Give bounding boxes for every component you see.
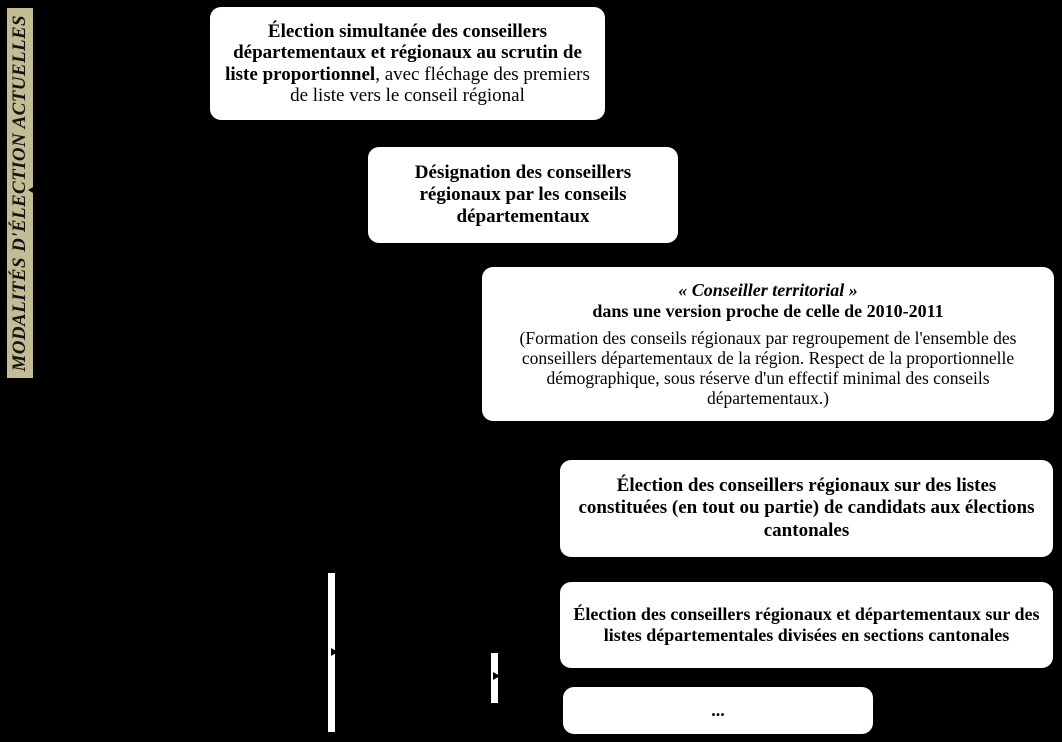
box-election-sections-cantonales xyxy=(560,582,1053,668)
sidebar-label: MODALITÉS D'ÉLECTION ACTUELLES xyxy=(9,14,30,372)
box-ellipsis-text: ... xyxy=(711,700,725,720)
box-election-sections-cantonales-text: Élection des conseillers régionaux et départementaux sur des listes départementales divisées en sections cantonales xyxy=(573,603,1040,645)
box-election-simultanee-text xyxy=(222,21,593,107)
box-conseiller-territorial-title-bold: dans une version proche de celle de 2010-2011 xyxy=(592,300,944,321)
box-conseiller-territorial xyxy=(482,267,1054,421)
box-conseiller-territorial-title-italic: « Conseiller territorial » xyxy=(678,279,858,300)
box-election-simultanee-regular-text: , avec fléchage des premiers de liste vers le conseil régional xyxy=(290,63,590,106)
box-conseiller-territorial-title xyxy=(592,280,943,322)
sidebar-modalites-actuelles xyxy=(7,8,33,378)
box-election-simultanee xyxy=(210,7,605,120)
box-election-listes-cantonales-text: Élection des conseillers régionaux sur des listes constituées (en tout ou partie) de candidats aux élections cantonales xyxy=(578,474,1035,541)
box-election-listes-cantonales xyxy=(560,460,1053,557)
box-election-simultanee-bold-text: Élection simultanée des conseillers départementaux et régionaux au scrutin de liste proportionnel xyxy=(225,20,582,85)
box-ellipsis xyxy=(563,687,873,734)
box-conseiller-territorial-body: (Formation des conseils régionaux par regroupement de l'ensemble des conseillers départementaux de la région. Respect de la proportionnelle démographique, sous réserve d'un effectif minimal des conseils départementaux.) xyxy=(519,328,1017,408)
arrowhead-right-icon-short-bar xyxy=(493,672,500,680)
arrowhead-left-icon xyxy=(28,187,33,193)
box-designation-conseillers xyxy=(368,147,678,243)
box-designation-text: Désignation des conseillers régionaux par les conseils départementaux xyxy=(414,162,632,227)
arrowhead-right-icon-tall-bar xyxy=(331,648,338,656)
